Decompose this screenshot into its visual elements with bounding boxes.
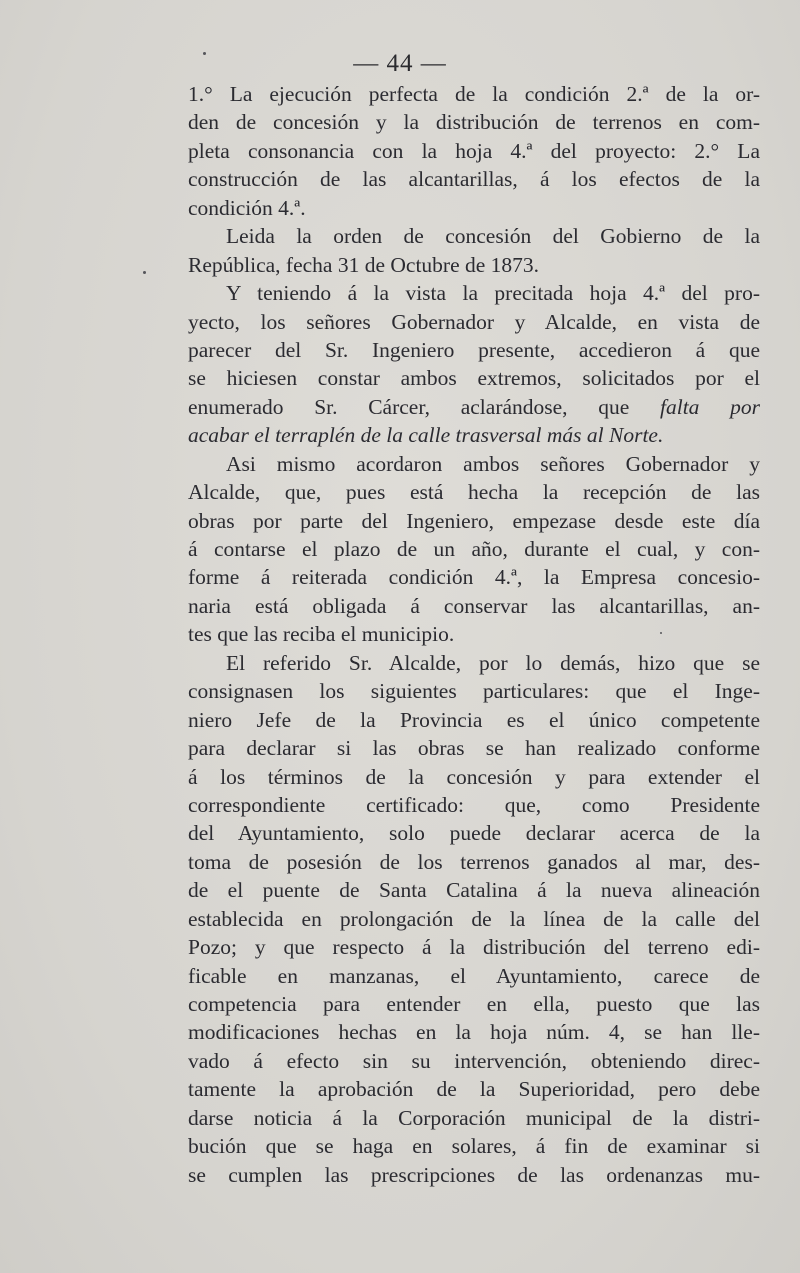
text-line: parecer del Sr. Ingeniero presente, accedieron á que: [188, 337, 760, 362]
text-line: á los términos de la concesión y para extender el: [188, 764, 760, 789]
text-line: El referido Sr. Alcalde, por lo demás, hizo que se: [226, 650, 760, 675]
text-line: competencia para entender en ella, puesto que las: [188, 992, 760, 1016]
text-line: construcción de las alcantarillas, á los efectos de la: [188, 167, 760, 192]
text-line: República, fecha 31 de Octubre de 1873.: [188, 252, 540, 277]
text-line: pleta consonancia con la hoja 4.ª del proyecto: 2.° La: [188, 138, 760, 163]
text-line: obras por parte del Ingeniero, empezase desde este día: [188, 508, 760, 533]
text-line: Alcalde, que, pues está hecha la recepción de las: [188, 480, 760, 505]
page-number: — 44 —: [353, 50, 447, 77]
text-line: Asi mismo acordaron ambos señores Gobernador y: [226, 451, 760, 476]
ink-speck: [143, 271, 146, 274]
text-line: naria está obligada á conservar las alcantarillas, an-: [188, 593, 760, 618]
text-line: Pozo; y que respecto á la distribución del terreno edi-: [188, 935, 760, 960]
body-text: [188, 80, 760, 1189]
text-line: tamente la aprobación de la Superioridad, pero debe: [188, 1077, 760, 1102]
italic-line: acabar el terraplén de la calle trasversal más al Norte.: [188, 423, 664, 448]
text-line: correspondiente certificado: que, como Presidente: [188, 792, 760, 817]
text-line: se hiciesen constar ambos extremos, solicitados por el: [188, 366, 760, 391]
text-line: condición 4.ª.: [188, 195, 306, 220]
text-line: tes que las reciba el municipio.: [188, 622, 455, 647]
text-line: 1.° La ejecución perfecta de la condición 2.ª de la or-: [188, 82, 760, 106]
text-line: darse noticia á la Corporación municipal de la distri-: [188, 1105, 760, 1130]
text-line: del Ayuntamiento, solo puede declarar acerca de la: [188, 821, 760, 846]
text-line: de el puente de Santa Catalina á la nueva alineación: [188, 878, 760, 903]
text-line: den de concesión y la distribución de terrenos en com-: [188, 110, 760, 135]
text-line: forme á reiterada condición 4.ª, la Empresa concesio-: [188, 565, 760, 590]
text-line: establecida en prolongación de la línea de la calle del: [188, 906, 760, 931]
text-line: bución que se haga en solares, á fin de examinar si: [188, 1134, 760, 1159]
text-line: toma de posesión de los terrenos ganados al mar, des-: [188, 849, 760, 874]
text-line: [188, 393, 760, 421]
text-line: ficable en manzanas, el Ayuntamiento, carece de: [188, 963, 760, 988]
text-line: se cumplen las prescripciones de las ordenanzas mu-: [188, 1162, 760, 1187]
text-line: yecto, los señores Gobernador y Alcalde, en vista de: [188, 309, 760, 334]
text-line: modificaciones hechas en la hoja núm. 4, se han lle-: [188, 1020, 760, 1045]
text-line: vado á efecto sin su intervención, obteniendo direc-: [188, 1048, 760, 1073]
text-line: Leida la orden de concesión del Gobierno de la: [226, 224, 760, 249]
text-line: para declarar si las obras se han realizado conforme: [188, 736, 760, 761]
text-line: á contarse el plazo de un año, durante el cual, y con-: [188, 537, 760, 561]
italic-phrase: falta por: [660, 394, 760, 419]
text-line: consignasen los siguientes particulares: que el Inge-: [188, 679, 760, 704]
text-line-start: enumerado Sr. Cárcer, aclarándose, que: [188, 394, 630, 419]
text-line: niero Jefe de la Provincia es el único competente: [188, 707, 760, 732]
text-line: Y teniendo á la vista la precitada hoja 4.ª del pro-: [226, 281, 760, 306]
